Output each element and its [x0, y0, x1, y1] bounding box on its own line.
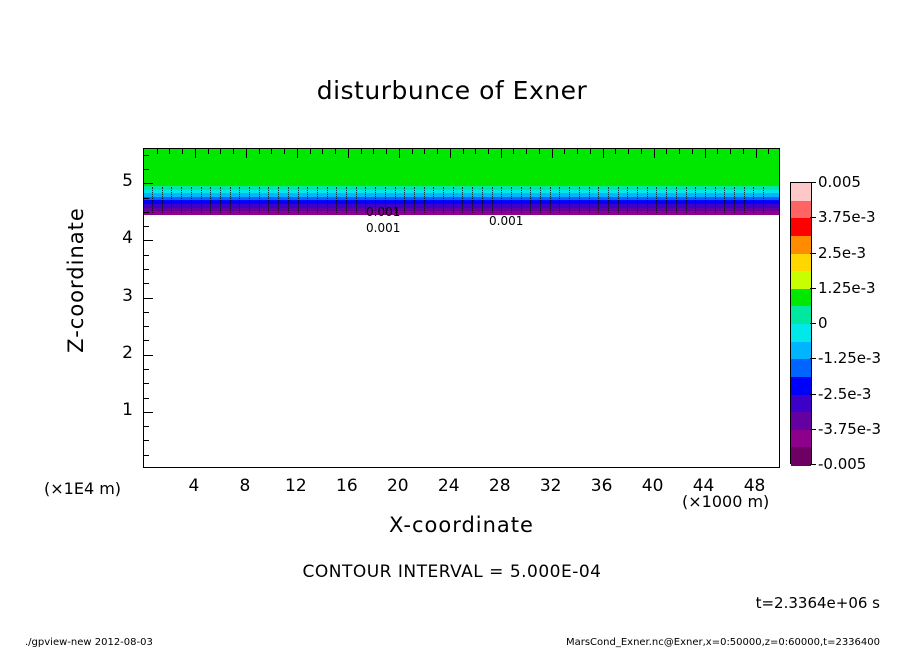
- x-tick: [463, 148, 464, 149]
- x-tick-label: 48: [743, 476, 766, 496]
- y-tick: [144, 255, 149, 256]
- x-tick: [539, 148, 540, 149]
- page-title: disturbunce of Exner: [316, 76, 588, 105]
- x-tick: [195, 149, 196, 158]
- contour-hatch: [666, 187, 668, 213]
- x-tick-label: 12: [285, 476, 307, 496]
- y-tick-label: 5: [122, 171, 133, 192]
- y-tick: [143, 340, 144, 341]
- x-tick: [730, 149, 731, 154]
- contour-label-2: 0.001: [489, 214, 524, 228]
- y-tick: [143, 440, 144, 441]
- x-tick-label: 16: [336, 476, 358, 496]
- x-tick: [297, 148, 298, 149]
- contour-hatch: [453, 187, 455, 213]
- x-tick: [615, 149, 616, 154]
- y-tick: [144, 440, 149, 441]
- y-tick: [144, 212, 149, 213]
- contour-hatch: [559, 187, 561, 213]
- x-tick: [208, 149, 209, 154]
- x-tick: [220, 148, 221, 149]
- contour-hatch: [501, 187, 503, 213]
- contour-hatch: [414, 187, 416, 213]
- contour-hatch: [579, 187, 581, 213]
- x-tick: [488, 149, 489, 154]
- x-tick: [501, 148, 502, 149]
- y-tick: [144, 412, 153, 413]
- x-tick: [679, 149, 680, 154]
- contour-hatch: [346, 187, 348, 213]
- x-tick: [271, 148, 272, 149]
- contour-hatch: [695, 187, 697, 213]
- x-tick: [717, 149, 718, 154]
- y-tick-label: 2: [122, 342, 133, 363]
- x-tick: [335, 149, 336, 154]
- y-tick: [144, 340, 149, 341]
- x-tick: [322, 148, 323, 149]
- contour-hatch: [404, 187, 406, 213]
- contour-hatch: [511, 187, 513, 213]
- x-tick: [373, 149, 374, 154]
- y-tick: [143, 226, 144, 227]
- contour-hatch: [734, 187, 736, 213]
- x-tick: [386, 149, 387, 154]
- colorbar-segment: [791, 342, 811, 360]
- colorbar-tick-label: 0.005: [818, 173, 861, 191]
- colorbar-tick: [810, 182, 816, 183]
- colorbar-tick: [810, 323, 816, 324]
- x-tick: [679, 148, 680, 149]
- contour-hatch: [521, 187, 523, 213]
- x-tick: [552, 149, 553, 158]
- contour-hatch: [210, 187, 212, 213]
- contour-hatch: [715, 187, 717, 213]
- contour-hatch: [462, 187, 464, 213]
- contour-hatch: [637, 187, 639, 213]
- contour-hatch: [492, 187, 494, 213]
- colorbar-segment: [791, 377, 811, 395]
- x-axis-title: X-coordinate: [389, 513, 534, 537]
- y-tick: [143, 298, 144, 299]
- x-tick: [717, 148, 718, 149]
- y-tick: [144, 326, 149, 327]
- contour-hatch: [656, 187, 658, 213]
- colorbar-segment: [791, 201, 811, 219]
- y-tick: [144, 455, 149, 456]
- colorbar-segment: [791, 447, 811, 465]
- y-tick: [144, 240, 153, 241]
- contour-hatch: [327, 187, 329, 213]
- x-tick: [768, 148, 769, 149]
- y-tick: [143, 312, 144, 313]
- x-tick: [654, 148, 655, 149]
- x-tick: [386, 148, 387, 149]
- contour-hatch: [171, 187, 173, 213]
- colorbar-tick: [810, 217, 816, 218]
- colorbar-tick-label: 2.5e-3: [818, 243, 867, 262]
- x-tick: [590, 149, 591, 154]
- y-tick: [143, 283, 144, 284]
- x-tick: [373, 148, 374, 149]
- y-tick-label: 3: [122, 285, 133, 306]
- x-tick: [564, 149, 565, 154]
- x-tick: [322, 149, 323, 154]
- colorbar-tick-label: -2.5e-3: [818, 384, 872, 403]
- x-tick: [666, 149, 667, 154]
- contour-hatch: [608, 187, 610, 213]
- x-tick: [169, 149, 170, 154]
- x-tick: [220, 149, 221, 154]
- contour-hatch: [298, 187, 300, 213]
- colorbar-tick: [810, 288, 816, 289]
- x-tick: [756, 148, 757, 149]
- x-tick: [692, 148, 693, 149]
- x-tick: [705, 148, 706, 149]
- contour-hatch: [724, 187, 726, 213]
- x-tick-label: 44: [692, 476, 715, 496]
- y-axis-title: Z-coordinate: [64, 207, 88, 353]
- colorbar-segment: [791, 412, 811, 430]
- contour-hatch: [201, 187, 203, 213]
- contour-hatch: [744, 187, 746, 213]
- contour-hatch: [686, 187, 688, 213]
- x-tick-label: 40: [641, 476, 664, 496]
- y-tick: [144, 355, 153, 356]
- x-tick: [501, 149, 502, 158]
- colorbar-tick-label: 0: [818, 314, 828, 332]
- x-tick: [195, 148, 196, 149]
- colorbar-tick: [810, 253, 816, 254]
- colorbar-segment: [791, 218, 811, 236]
- x-tick: [564, 148, 565, 149]
- y-tick: [143, 369, 144, 370]
- y-tick: [143, 398, 144, 399]
- x-tick: [463, 149, 464, 154]
- x-tick: [450, 148, 451, 149]
- x-tick: [603, 149, 604, 158]
- contour-hatch: [278, 187, 280, 213]
- y-tick: [143, 412, 144, 413]
- y-tick: [144, 369, 149, 370]
- x-tick: [348, 148, 349, 149]
- x-tick: [182, 148, 183, 149]
- x-tick: [424, 149, 425, 154]
- contour-hatch: [540, 187, 542, 213]
- colorbar-tick-label: 1.25e-3: [818, 278, 876, 297]
- contour-hatch: [627, 187, 629, 213]
- colorbar-segment: [791, 271, 811, 289]
- x-tick-label: 36: [590, 476, 613, 496]
- contour-hatch: [569, 187, 571, 213]
- x-tick: [271, 149, 272, 154]
- x-tick: [450, 149, 451, 158]
- contour-label-0: 0.001: [366, 205, 401, 219]
- y-tick: [144, 312, 149, 313]
- contour-hatch: [618, 187, 620, 213]
- x-tick: [526, 148, 527, 149]
- y-tick: [144, 183, 153, 184]
- y-tick: [143, 183, 144, 184]
- x-tick-label: 4: [188, 476, 200, 496]
- contour-hatch: [598, 187, 600, 213]
- contour-hatch: [162, 187, 164, 213]
- contour-hatch: [482, 187, 484, 213]
- x-tick: [310, 149, 311, 154]
- time-stamp: t=2.3364e+06 s: [755, 594, 880, 612]
- x-tick: [615, 148, 616, 149]
- contour-hatch: [249, 187, 251, 213]
- colorbar-segment: [791, 395, 811, 413]
- x-tick: [768, 149, 769, 154]
- x-tick: [628, 148, 629, 149]
- x-tick: [399, 148, 400, 149]
- y-tick-label: 1: [122, 399, 133, 420]
- y-tick: [143, 198, 144, 199]
- contour-hatch: [259, 187, 261, 213]
- x-tick-label: 8: [239, 476, 251, 496]
- y-tick: [144, 226, 149, 227]
- x-tick: [361, 148, 362, 149]
- contour-hatch: [705, 187, 707, 213]
- x-tick: [157, 148, 158, 149]
- x-tick-label: 24: [437, 476, 460, 496]
- x-tick: [577, 148, 578, 149]
- x-tick: [552, 148, 553, 149]
- contour-hatch: [356, 187, 358, 213]
- colorbar-tick: [810, 429, 816, 430]
- contour-hatch: [676, 187, 678, 213]
- contour-label-1: 0.001: [366, 221, 401, 235]
- colorbar-tick: [810, 464, 816, 465]
- colorbar-tick-label: -0.005: [818, 455, 867, 473]
- x-tick: [603, 148, 604, 149]
- x-tick: [488, 148, 489, 149]
- y-tick: [143, 212, 144, 213]
- y-tick: [143, 426, 144, 427]
- contour-hatch: [230, 187, 232, 213]
- contour-hatch: [336, 187, 338, 213]
- x-tick-label: 28: [488, 476, 511, 496]
- x-tick: [475, 149, 476, 154]
- colorbar-tick-label: -1.25e-3: [818, 349, 881, 368]
- x-tick: [233, 148, 234, 149]
- x-tick: [513, 148, 514, 149]
- x-tick-label: 20: [386, 476, 409, 496]
- y-tick: [144, 155, 149, 156]
- x-tick: [692, 149, 693, 154]
- contour-hatch: [550, 187, 552, 213]
- x-tick: [666, 148, 667, 149]
- y-axis-unit: (×1E4 m): [44, 479, 122, 498]
- x-tick: [259, 148, 260, 149]
- y-tick: [144, 426, 149, 427]
- contour-hatch: [317, 187, 319, 213]
- contour-hatch: [220, 187, 222, 213]
- x-tick: [157, 149, 158, 154]
- x-tick: [743, 149, 744, 154]
- y-tick-label: 4: [122, 228, 133, 249]
- y-tick: [144, 383, 149, 384]
- x-tick: [246, 149, 247, 158]
- contour-hatch: [288, 187, 290, 213]
- contour-hatch: [307, 187, 309, 213]
- y-tick: [143, 383, 144, 384]
- field-region-green: [144, 149, 779, 186]
- colorbar-segment: [791, 254, 811, 272]
- x-tick: [246, 148, 247, 149]
- x-tick: [284, 148, 285, 149]
- contour-hatch: [152, 187, 154, 213]
- y-tick: [144, 298, 153, 299]
- x-tick: [297, 149, 298, 158]
- contour-hatch: [191, 187, 193, 213]
- contour-hatch: [472, 187, 474, 213]
- colorbar-tick: [810, 394, 816, 395]
- x-tick: [361, 149, 362, 154]
- colorbar-segment: [791, 289, 811, 307]
- colorbar-segment: [791, 306, 811, 324]
- x-tick: [756, 149, 757, 158]
- colorbar: [790, 182, 812, 464]
- x-tick: [705, 149, 706, 158]
- y-tick: [143, 155, 144, 156]
- y-tick: [143, 355, 144, 356]
- colorbar-tick-label: -3.75e-3: [818, 419, 881, 438]
- x-tick: [437, 149, 438, 154]
- x-tick: [412, 149, 413, 154]
- colorbar-segment: [791, 236, 811, 254]
- x-tick: [641, 149, 642, 154]
- contour-hatch: [443, 187, 445, 213]
- y-tick: [143, 455, 144, 456]
- x-tick: [539, 149, 540, 154]
- x-tick: [399, 149, 400, 158]
- y-tick: [144, 198, 149, 199]
- contour-hatch: [763, 187, 765, 213]
- x-tick: [628, 149, 629, 154]
- x-tick: [284, 149, 285, 154]
- colorbar-segment: [791, 324, 811, 342]
- x-axis-unit: (×1000 m): [682, 492, 770, 511]
- x-tick: [743, 148, 744, 149]
- x-tick: [259, 149, 260, 154]
- y-tick: [143, 255, 144, 256]
- x-tick: [412, 148, 413, 149]
- x-tick: [577, 149, 578, 154]
- x-tick: [169, 148, 170, 149]
- contour-hatch: [753, 187, 755, 213]
- x-tick: [310, 148, 311, 149]
- y-tick: [143, 269, 144, 270]
- x-tick: [348, 149, 349, 158]
- x-tick: [513, 149, 514, 154]
- x-tick: [590, 148, 591, 149]
- x-tick: [437, 148, 438, 149]
- y-tick: [144, 169, 149, 170]
- x-tick: [233, 149, 234, 154]
- contour-hatch: [530, 187, 532, 213]
- footer-left-text: ./gpview-new 2012-08-03: [25, 637, 153, 648]
- x-tick: [208, 148, 209, 149]
- y-tick: [144, 283, 149, 284]
- y-tick: [144, 398, 149, 399]
- contour-hatch: [424, 187, 426, 213]
- y-tick: [144, 269, 149, 270]
- y-tick: [143, 326, 144, 327]
- contour-hatch: [239, 187, 241, 213]
- x-tick: [424, 148, 425, 149]
- x-tick: [526, 149, 527, 154]
- contour-hatch: [433, 187, 435, 213]
- x-tick: [475, 148, 476, 149]
- x-tick-label: 32: [539, 476, 562, 496]
- contour-hatch: [589, 187, 591, 213]
- footer-right-text: MarsCond_Exner.nc@Exner,x=0:50000,z=0:60000,t=2336400: [565, 637, 880, 648]
- colorbar-segment: [791, 359, 811, 377]
- contour-hatch: [647, 187, 649, 213]
- colorbar-tick-label: 3.75e-3: [818, 208, 876, 227]
- colorbar-segment: [791, 430, 811, 448]
- colorbar-segment: [791, 183, 811, 201]
- contour-hatch: [268, 187, 270, 213]
- colorbar-tick: [810, 358, 816, 359]
- y-tick: [143, 169, 144, 170]
- x-tick: [641, 148, 642, 149]
- plot-area: [143, 148, 780, 468]
- x-tick: [730, 148, 731, 149]
- contour-interval-note: CONTOUR INTERVAL = 5.000E-04: [302, 562, 602, 582]
- y-tick: [143, 240, 144, 241]
- contour-hatch: [181, 187, 183, 213]
- x-tick: [654, 149, 655, 158]
- x-tick: [182, 149, 183, 154]
- x-tick: [335, 148, 336, 149]
